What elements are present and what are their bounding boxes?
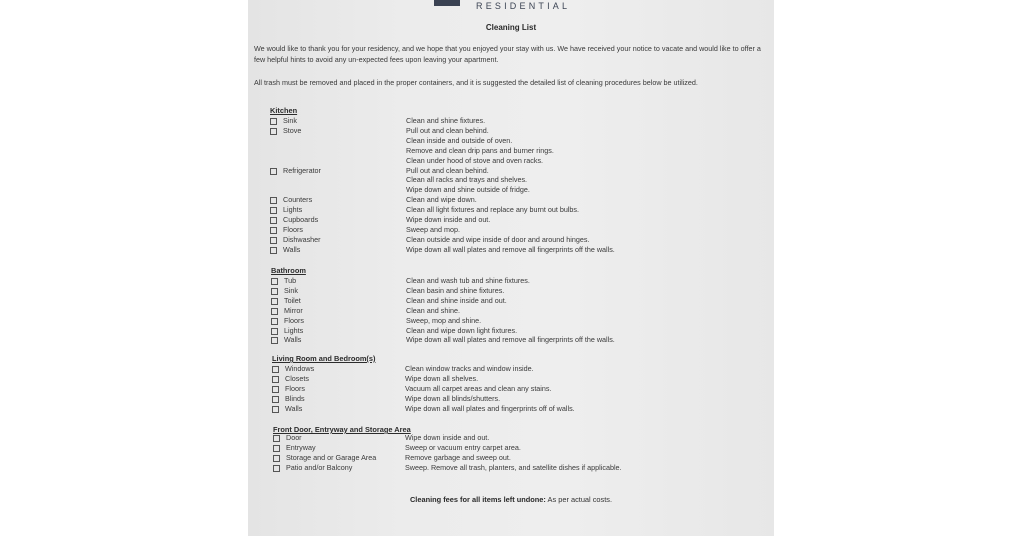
bathroom-row <box>248 335 768 345</box>
checkbox[interactable] <box>273 455 280 462</box>
bathroom-row <box>248 286 768 296</box>
kitchen-row <box>248 175 768 185</box>
front-row <box>248 463 768 473</box>
checklist-item-description: Remove and clean drip pans and burner rings. <box>406 145 554 155</box>
intro-paragraph-1: We would like to thank you for your residency, and we hope that you enjoyed your stay with us. We have received your notice to vacate and would like to offer a few helpful hints to avoid any un-expected fees upon leaving your apartment. <box>254 44 761 64</box>
checklist-item-description: Wipe down inside and out. <box>406 215 491 224</box>
checklist-item-label: Sink <box>283 116 297 125</box>
checklist-item-label: Mirror <box>284 305 303 315</box>
checklist-item-description: Wipe down inside and out. <box>405 433 490 442</box>
living-row <box>248 394 768 404</box>
checklist-item-label: Refrigerator <box>283 165 321 175</box>
checkbox[interactable] <box>273 435 280 442</box>
front-row <box>248 443 768 453</box>
checklist-item-label: Patio and/or Balcony <box>286 462 353 472</box>
kitchen-row <box>248 225 768 235</box>
checklist-item-label: Closets <box>285 373 309 383</box>
front-row <box>248 433 768 443</box>
checkbox[interactable] <box>270 247 277 254</box>
kitchen-row <box>248 146 768 156</box>
checkbox[interactable] <box>272 376 279 383</box>
checkbox[interactable] <box>270 217 277 224</box>
front-section-title: Front Door, Entryway and Storage Area <box>273 425 411 434</box>
kitchen-section-title: Kitchen <box>270 106 298 115</box>
checklist-item-label: Walls <box>284 335 302 345</box>
checkbox[interactable] <box>270 237 277 244</box>
cleaning-fees-note <box>248 495 774 504</box>
checklist-item-label: Door <box>286 433 302 442</box>
checklist-item-label: Dishwasher <box>283 234 321 244</box>
checklist-item-description: Clean and shine fixtures. <box>406 116 486 125</box>
checklist-item-description: Clean under hood of stove and oven racks. <box>406 155 544 165</box>
living-row <box>248 404 768 414</box>
checklist-item-description: Clean and wipe down light fixtures. <box>406 325 518 335</box>
checkbox[interactable] <box>270 227 277 234</box>
kitchen-row <box>248 185 768 195</box>
bathroom-row <box>248 306 768 316</box>
kitchen-row <box>248 166 768 176</box>
checklist-item-label: Toilet <box>284 295 301 305</box>
checklist-item-label: Blinds <box>285 393 305 403</box>
checklist-item-description: Clean inside and outside of oven. <box>406 135 513 145</box>
checklist-item-description: Clean and shine inside and out. <box>406 295 507 305</box>
checkbox[interactable] <box>271 298 278 305</box>
kitchen-row <box>248 136 768 146</box>
checklist-item-description: Sweep, mop and shine. <box>406 315 482 325</box>
checklist-item-label: Floors <box>283 224 303 234</box>
checklist-item-description: Wipe down all shelves. <box>405 373 479 383</box>
checklist-item-label: Sink <box>284 285 298 295</box>
living-row <box>248 384 768 394</box>
kitchen-row <box>248 245 768 255</box>
document-page <box>248 0 774 536</box>
checklist-item-label: Cupboards <box>283 215 319 224</box>
bathroom-row <box>248 276 768 286</box>
checkbox[interactable] <box>270 128 277 135</box>
checkbox[interactable] <box>271 328 278 335</box>
bathroom-row <box>248 326 768 336</box>
checklist-item-label: Walls <box>283 244 301 254</box>
kitchen-row <box>248 126 768 136</box>
kitchen-row <box>248 116 768 126</box>
checklist-item-description: Wipe down all wall plates and remove all fingerprints off the walls. <box>406 244 615 254</box>
checklist-item-label: Lights <box>284 325 304 335</box>
checklist-item-label: Walls <box>285 403 303 413</box>
kitchen-row <box>248 235 768 245</box>
checklist-item-description: Wipe down all wall plates and fingerprints off of walls. <box>405 403 575 413</box>
checkbox[interactable] <box>271 337 278 344</box>
checklist-item-description: Sweep. Remove all trash, planters, and satellite dishes if applicable. <box>405 462 622 472</box>
checklist-item-label: Entryway <box>286 442 316 452</box>
cleaning-fees-label: Cleaning fees for all items left undone: <box>409 495 546 504</box>
checklist-item-description: Wipe down and shine outside of fridge. <box>406 185 530 195</box>
checklist-item-description: Clean all light fixtures and replace any burnt out bulbs. <box>406 205 580 215</box>
checklist-item-description: Wipe down all wall plates and remove all fingerprints off the walls. <box>406 335 615 345</box>
checklist-item-description: Pull out and clean behind. <box>406 125 489 135</box>
checklist-item-label: Counters <box>283 195 313 205</box>
kitchen-row <box>248 215 768 225</box>
living-row <box>248 364 768 374</box>
checklist-item-description: Clean and wipe down. <box>406 195 477 205</box>
checklist-item-description: Pull out and clean behind. <box>406 165 489 175</box>
bathroom-row <box>248 296 768 306</box>
cleaning-fees-value: As per actual costs. <box>547 495 613 504</box>
checklist-item-description: Clean and shine. <box>406 305 460 315</box>
intro-paragraph-2: All trash must be removed and placed in the proper containers, and it is suggested the detailed list of cleaning procedures below be utilized. <box>254 78 698 87</box>
living-section-title: Living Room and Bedroom(s) <box>272 354 376 363</box>
bathroom-row <box>248 316 768 326</box>
company-logo-mark <box>434 0 460 6</box>
checklist-item-label: Stove <box>283 125 302 135</box>
page-title: Cleaning List <box>485 23 537 32</box>
checklist-item-description: Clean outside and wipe inside of door and around hinges. <box>406 234 590 244</box>
checklist-item-description: Clean basin and shine fixtures. <box>406 285 505 295</box>
checkbox[interactable] <box>270 118 277 125</box>
checkbox[interactable] <box>270 207 277 214</box>
checklist-item-description: Sweep and mop. <box>406 224 460 234</box>
checklist-item-label: Floors <box>284 315 304 325</box>
checklist-item-description: Wipe down all blinds/shutters. <box>405 393 501 403</box>
checklist-item-description: Remove garbage and sweep out. <box>405 452 511 462</box>
checklist-item-label: Storage and or Garage Area <box>286 452 377 462</box>
checklist-item-description: Clean window tracks and window inside. <box>405 364 534 373</box>
checkbox[interactable] <box>270 168 277 175</box>
checkbox[interactable] <box>273 445 280 452</box>
checklist-item-label: Tub <box>284 276 297 285</box>
company-brand: RESIDENTIAL <box>476 1 571 11</box>
bathroom-section-title: Bathroom <box>271 266 306 275</box>
checklist-item-description: Clean and wash tub and shine fixtures. <box>406 276 530 285</box>
checkbox[interactable] <box>273 465 280 472</box>
checklist-item-label: Lights <box>283 205 303 215</box>
checkbox[interactable] <box>271 308 278 315</box>
checkbox[interactable] <box>270 197 277 204</box>
checklist-item-description: Vacuum all carpet areas and clean any stains. <box>405 383 552 393</box>
checkbox[interactable] <box>271 278 278 285</box>
checklist-item-label: Windows <box>285 364 315 373</box>
checklist-item-label: Floors <box>285 383 305 393</box>
checklist-item-description: Clean all racks and trays and shelves. <box>406 175 528 185</box>
kitchen-row <box>248 156 768 166</box>
checkbox[interactable] <box>272 366 279 373</box>
checklist-item-description: Sweep or vacuum entry carpet area. <box>405 442 521 452</box>
checkbox[interactable] <box>271 318 278 325</box>
checkbox[interactable] <box>272 406 279 413</box>
checkbox[interactable] <box>271 288 278 295</box>
living-row <box>248 374 768 384</box>
kitchen-row <box>248 205 768 215</box>
checkbox[interactable] <box>272 396 279 403</box>
front-row <box>248 453 768 463</box>
checkbox[interactable] <box>272 386 279 393</box>
kitchen-row <box>248 195 768 205</box>
